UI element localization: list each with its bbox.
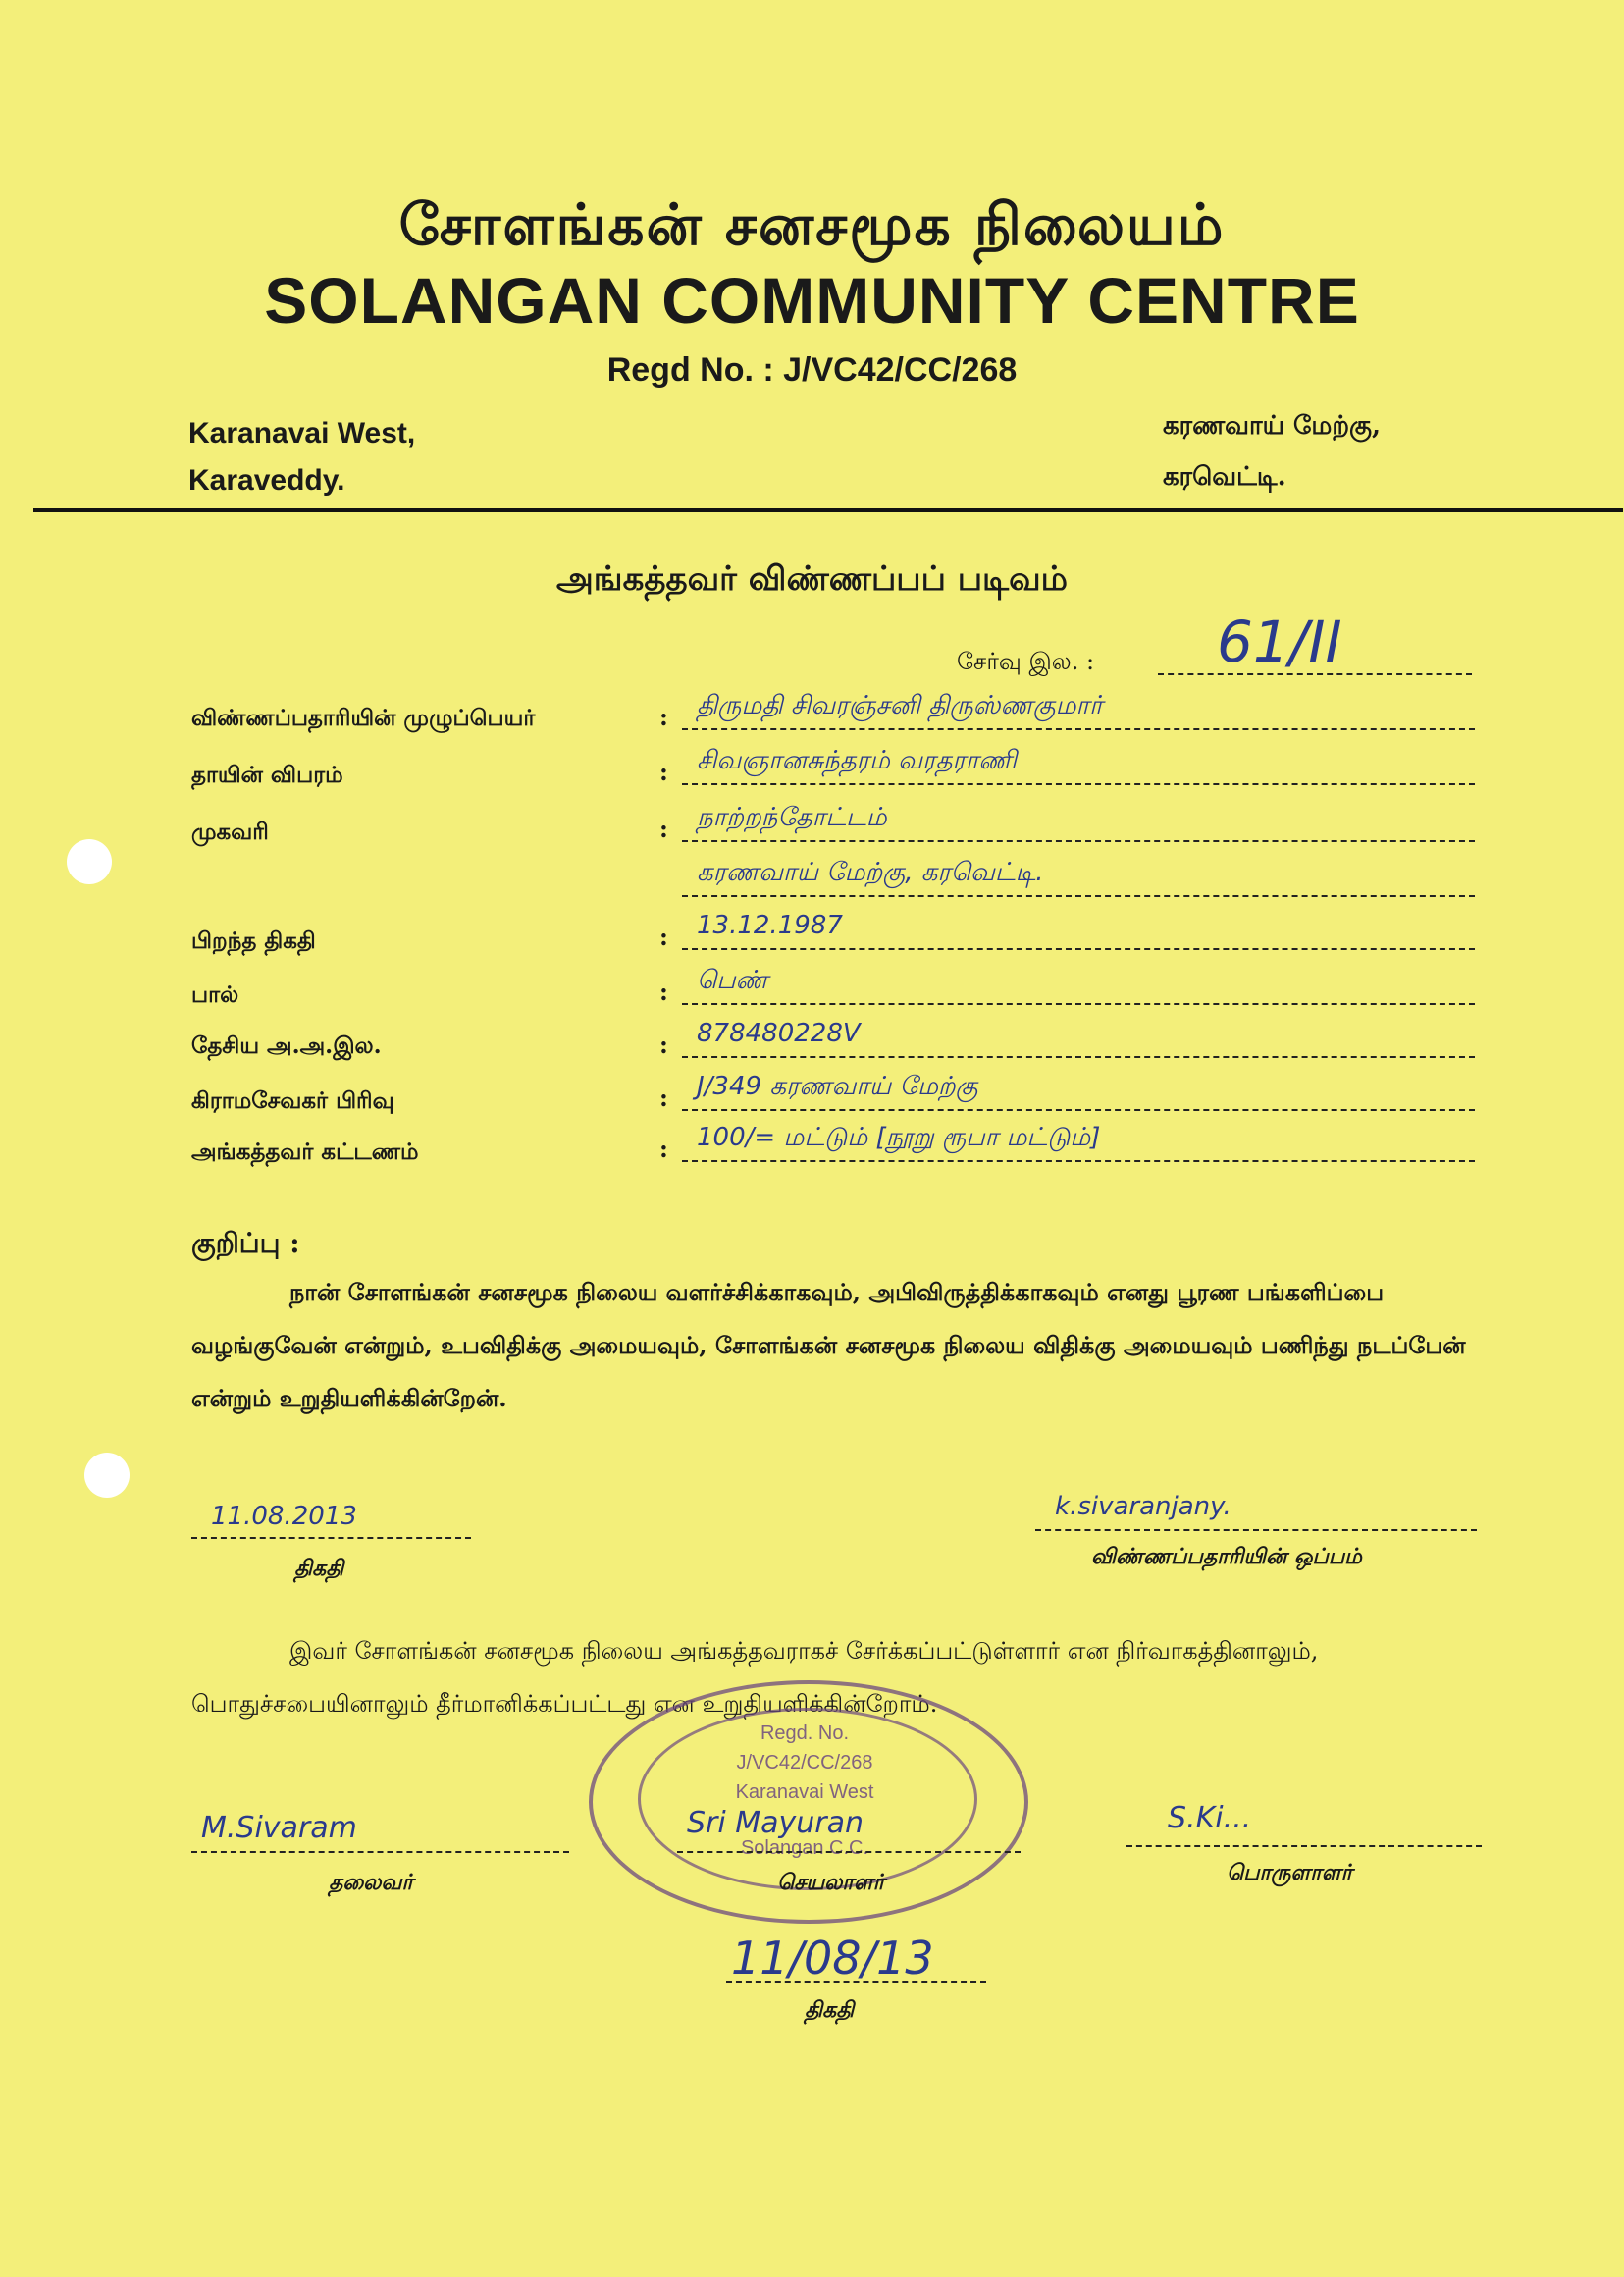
- president-signature: M.Sivaram: [201, 1811, 357, 1845]
- note-body: நான் சோளங்கன் சனசமூக நிலைய வளர்ச்சிக்காகவும், அபிவிருத்திக்காகவும் எனது பூரண பங்களிப்பை வழங்குவேன் என்றும், உபவிதிக்கு அமையவும், சோளங்கன் சனசமூக நிலைய விதிக்கு அமையவும் பணிந்து நடப்பேன் என்றும் உறுதியளிக்கின்றேன்.: [191, 1278, 1466, 1412]
- address-ta-line2: கரவெட்டி.: [1163, 462, 1286, 492]
- field-value-address-line2: கரணவாய் மேற்கு, கரவெட்டி.: [697, 858, 1044, 887]
- applicant-signature-value: k.sivaranjany.: [1055, 1492, 1231, 1521]
- address-en-line2: Karaveddy.: [188, 464, 345, 497]
- field-colon: :: [659, 758, 668, 786]
- address-ta-line1: கரணவாய் மேற்கு,: [1163, 411, 1382, 441]
- applicant-date-value: 11.08.2013: [211, 1502, 357, 1531]
- field-value-nic: 878480228V: [697, 1019, 861, 1048]
- field-value-mother: சிவஞானசுந்தரம் வரதராணி: [697, 746, 1018, 775]
- field-colon: :: [659, 923, 668, 951]
- org-name-tamil: சோளங்கன் சனசமூக நிலையம்: [398, 191, 1226, 258]
- joining-no-value: 61/II: [1217, 609, 1342, 675]
- note-title: குறிப்பு :: [191, 1227, 300, 1259]
- field-label-address: முகவரி: [191, 819, 269, 845]
- field-colon: :: [659, 1084, 668, 1112]
- secretary-signature: Sri Mayuran: [687, 1806, 864, 1840]
- field-value-fee: 100/= மட்டும் [நூறு ரூபா மட்டும்]: [697, 1123, 1101, 1152]
- field-label-mother: தாயின் விபரம்: [191, 762, 343, 788]
- applicant-signature-label: விண்ணப்பதாரியின் ஒப்பம்: [1091, 1544, 1362, 1569]
- field-value-address-line1: நாற்றந்தோட்டம்: [697, 803, 887, 832]
- field-label-fullname: விண்ணப்பதாரியின் முழுப்பெயர்: [191, 705, 536, 731]
- address-tamil: [1163, 400, 1457, 503]
- seal-line3: Karanavai West: [735, 1781, 874, 1803]
- field-colon: :: [659, 1135, 668, 1163]
- field-colon: :: [659, 815, 668, 843]
- field-value-gender: பெண்: [697, 966, 768, 995]
- field-colon: :: [659, 1031, 668, 1059]
- treasurer-signature: S.Ki...: [1168, 1801, 1252, 1835]
- form-title: அங்கத்தவர் விண்ணப்பப் படிவம்: [556, 559, 1068, 599]
- org-name-english: SOLANGAN COMMUNITY CENTRE: [264, 264, 1360, 337]
- address-english: [188, 410, 415, 504]
- field-value-fullname: திருமதி சிவரஞ்சனி திருஸ்ணகுமார்: [697, 691, 1103, 720]
- field-colon: :: [659, 978, 668, 1006]
- applicant-date-label: திகதி: [294, 1556, 344, 1581]
- joining-no-label: சேர்வு இல. :: [957, 648, 1095, 675]
- header-divider: [33, 508, 1623, 512]
- field-label-nic: தேசிய அ.அ.இல.: [191, 1033, 382, 1059]
- field-label-gender: பால்: [191, 981, 239, 1008]
- punch-hole-bottom: [84, 1453, 130, 1498]
- seal-line4: Solangan C.C.: [740, 1837, 869, 1859]
- address-en-line1: Karanavai West,: [188, 417, 416, 450]
- president-label: தலைவர்: [329, 1870, 413, 1895]
- field-colon: :: [659, 703, 668, 731]
- field-value-dob: 13.12.1987: [697, 911, 843, 940]
- field-line: [682, 974, 1475, 1005]
- approval-date-label: திகதி: [805, 1997, 855, 2023]
- treasurer-label: பொருளாளர்: [1227, 1860, 1353, 1885]
- field-label-gn-division: கிராமசேவகர் பிரிவு: [191, 1087, 394, 1114]
- registration-number: Regd No. : J/VC42/CC/268: [606, 351, 1018, 389]
- secretary-label: செயலாளர்: [777, 1870, 885, 1895]
- approval-date-value: 11/08/13: [731, 1932, 934, 1985]
- punch-hole-top: [67, 839, 112, 884]
- seal-line1: Regd. No.: [760, 1722, 850, 1744]
- field-label-dob: பிறந்த திகதி: [191, 927, 316, 954]
- field-label-fee: அங்கத்தவர் கட்டணம்: [191, 1138, 419, 1165]
- field-value-gn-division: J/349 கரணவாய் மேற்கு: [697, 1072, 978, 1101]
- seal-line2: J/VC42/CC/268: [736, 1752, 873, 1774]
- certification-text: இவர் சோளங்கன் சனசமூக நிலைய அங்கத்தவராகச் சேர்க்கப்பட்டுள்ளார் என நிர்வாகத்தினாலும், பொதுச்சபையினாலும் தீர்மானிக்கப்பட்டது என உறுதியளிக்கின்றோம்.: [191, 1637, 1319, 1718]
